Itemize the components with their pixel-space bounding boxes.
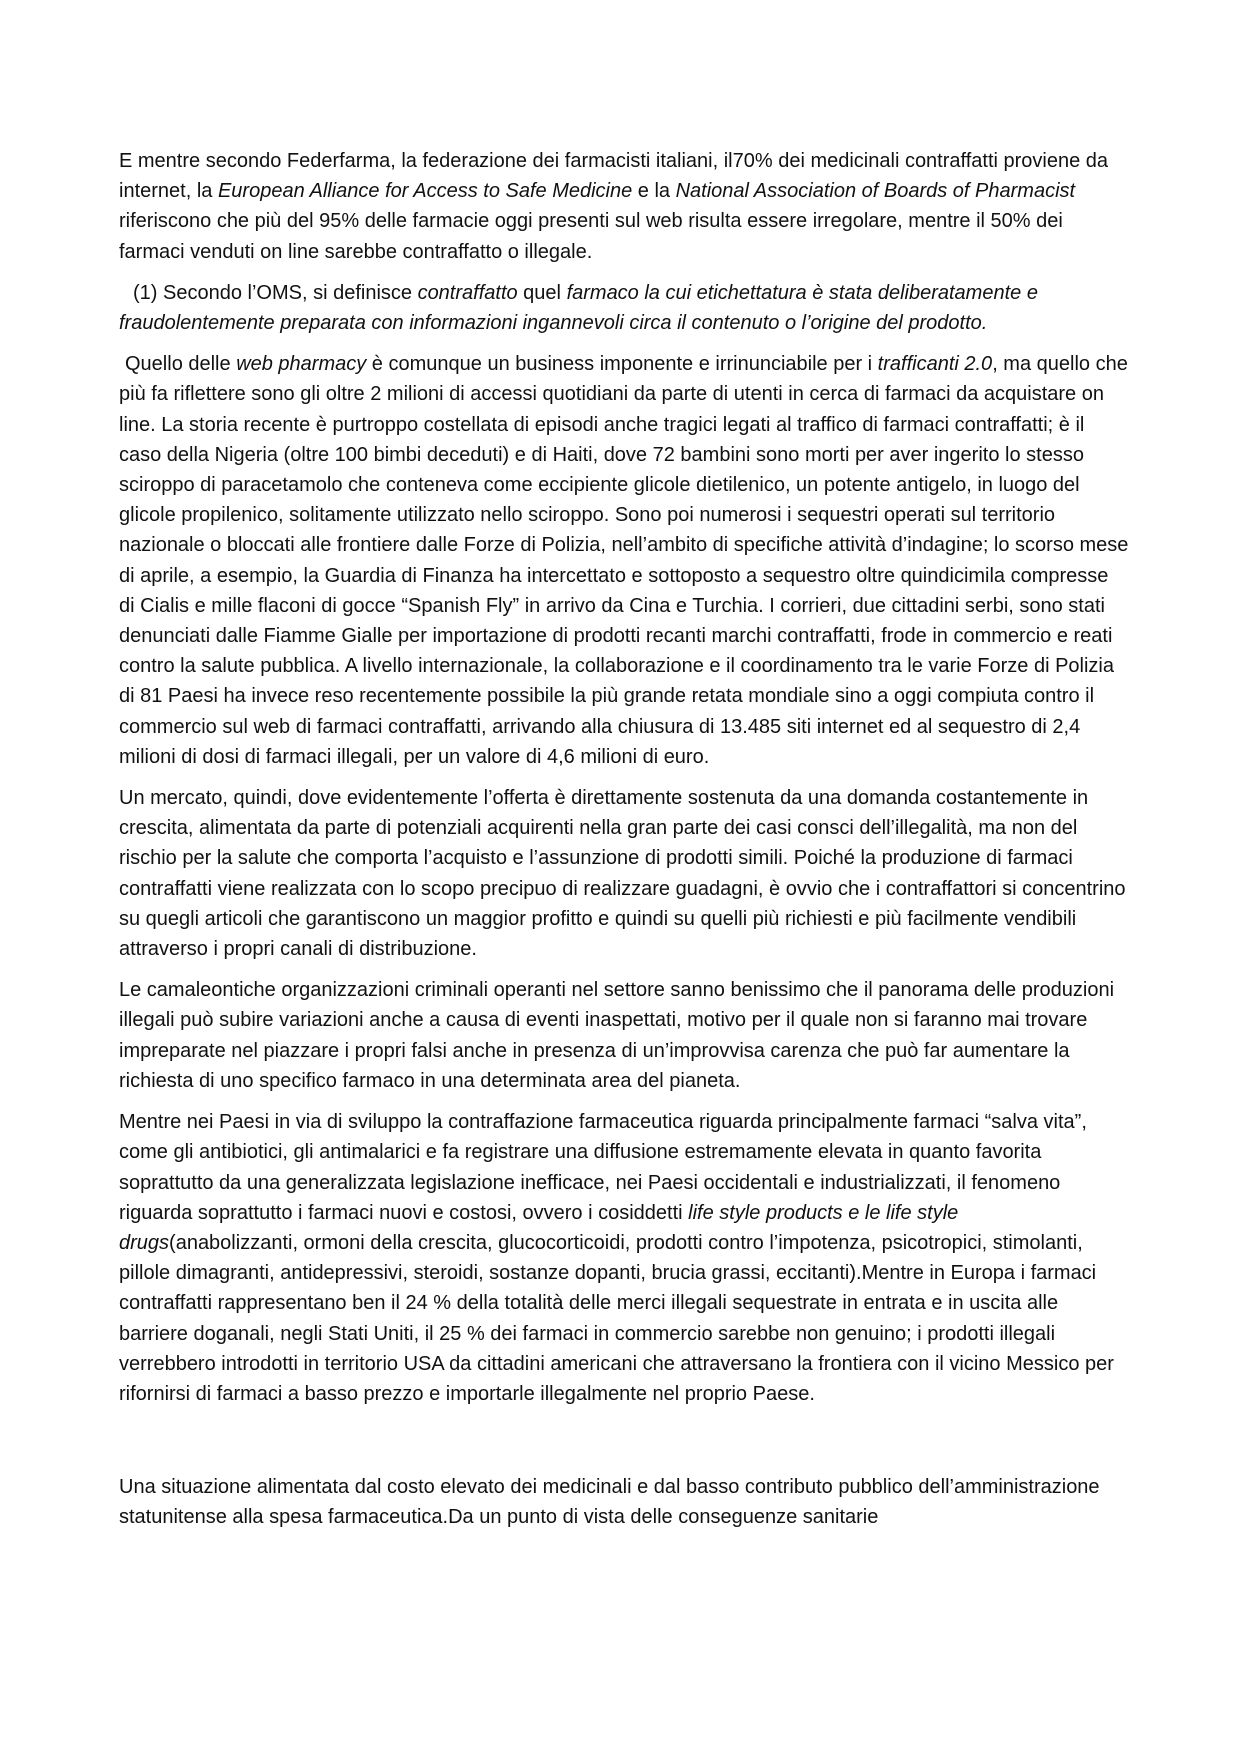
paragraph-text: Mentre nei Paesi in via di sviluppo la contraffazione farmaceutica riguarda principalmente farmaci “salva vita”, come gli antibiotici, gli antimalarici e fa registrare una diffusione estremamente elevata in quanto favorita soprattutto da una generalizzata legislazione inefficace, nei Paesi occidentali e industrializzati, il fenomeno riguarda soprattutto i farmaci nuovi e costosi, ovvero i cosiddetti xyxy=(119,1111,1087,1224)
italic-text: National Association of Boards of Pharmacist xyxy=(675,180,1076,203)
paragraph-text: (anabolizzanti, ormoni della crescita, glucocorticoidi, prodotti contro l’impotenza, psicotropici, stimolanti, pillole dimagranti, antidepressivi, steroidi, sostanze dopanti, brucia grassi, eccitanti).Mentre in Europa i farmaci contraffatti rappresentano ben il 24 % della totalità delle merci illegali sequestrate in entrata e in uscita alle barriere doganali, negli Stati Uniti, il 25 % dei farmaci in commercio sarebbe non genuino; i prodotti illegali verrebbero introdotti in territorio USA da cittadini americani che attraversano la frontiera con il vicino Messico per rifornirsi di farmaci a basso prezzo e importarle illegalmente nel proprio Paese. xyxy=(119,1231,1114,1405)
italic-text: web pharmacy xyxy=(236,353,367,376)
body-paragraph xyxy=(119,783,1129,964)
body-paragraph xyxy=(119,1472,1129,1532)
body-paragraph xyxy=(119,975,1129,1096)
paragraph-text: è comunque un business imponente e irrinunciabile per i xyxy=(366,353,878,376)
paragraph-text: , ma quello che più fa riflettere sono gli oltre 2 milioni di accessi quotidiani da parte di utenti in cerca di farmaci da acquistare on line. La storia recente è purtroppo costellata di episodi anche tragici legati al traffico di farmaci contraffatti; è il caso della Nigeria (oltre 100 bimbi deceduti) e di Haiti, dove 72 bambini sono morti per aver ingerito lo stesso sciroppo di paracetamolo che conteneva come eccipiente glicole dietilenico, un potente antigelo, in luogo del glicole propilenico, solitamente utilizzato nello sciroppo. Sono poi numerosi i sequestri operati sul territorio nazionale o bloccati alle frontiere dalle Forze di Polizia, nell’ambito di specifiche attività d’indagine; lo scorso mese di aprile, a esempio, la Guardia di Finanza ha intercettato e sottoposto a sequestro oltre quindicimila compresse di Cialis e mille flaconi di gocce “Spanish Fly” in arrivo da Cina e Turchia. I corrieri, due cittadini serbi, sono stati denunciati dalle Fiamme Gialle per importazione di prodotti recanti marchi contraffatti, frode in commercio e reati contro la salute pubblica. A livello internazionale, la collaborazione e il coordinamento tra le varie Forze di Polizia di 81 Paesi ha invece reso recentemente possibile la più grande retata mondiale sino a oggi compiuta contro il commercio sul web di farmaci contraffatti, arrivando alla chiusura di 13.485 siti internet ed al sequestro di 2,4 milioni di dosi di farmaci illegali, per un valore di 4,6 milioni di euro. xyxy=(119,353,1129,768)
body-paragraph xyxy=(119,349,1129,772)
body-paragraph xyxy=(119,278,1129,338)
paragraph-text: quel xyxy=(517,281,567,304)
paragraph-text: Un mercato, quindi, dove evidentemente l’offerta è direttamente sostenuta da una domanda costantemente in crescita, alimentata da parte di potenziali acquirenti nella gran parte dei casi consci dell’illegalità, ma non del rischio per la salute che comporta l’acquisto e l’assunzione di prodotti simili. Poiché la produzione di farmaci contraffatti viene realizzata con lo scopo precipuo di realizzare guadagni, è ovvio che i contraffattori si concentrino su quegli articoli che garantiscono un maggior profitto e quindi su quelli più richiesti e più facilmente vendibili attraverso i propri canali di distribuzione. xyxy=(119,787,1126,961)
paragraph-text: Una situazione alimentata dal costo elevato dei medicinali e dal basso contributo pubblico dell’amministrazione statunitense alla spesa farmaceutica.Da un punto di vista delle conseguenze sanitarie xyxy=(119,1476,1100,1529)
body-paragraph xyxy=(119,1107,1129,1409)
italic-text: life style products e le life style drugs xyxy=(119,1201,959,1254)
paragraph-spacer xyxy=(119,1420,1129,1472)
italic-text: farmaco la cui etichettatura è stata deliberatamente e fraudolentemente preparata con informazioni ingannevoli circa il contenuto o l’origine del prodotto. xyxy=(119,281,1038,335)
paragraph-text: Le camaleontiche organizzazioni criminali operanti nel settore sanno benissimo che il panorama delle produzioni illegali può subire variazioni anche a causa di eventi inaspettati, motivo per il quale non si faranno mai trovare impreparate nel piazzare i propri falsi anche in presenza di un’improvvisa carenza che può far aumentare la richiesta di uno specifico farmaco in una determinata area del pianeta. xyxy=(119,979,1115,1092)
italic-text: trafficanti 2.0 xyxy=(877,353,993,376)
italic-text: European Alliance for Access to Safe Medicine xyxy=(217,180,633,203)
document-page xyxy=(119,146,1129,1544)
paragraph-text: E mentre secondo Federfarma, la federazione dei farmacisti italiani, il70% dei medicinali contraffatti proviene da internet, la xyxy=(119,150,1109,203)
paragraph-text: Quello delle xyxy=(125,353,237,376)
body-paragraph xyxy=(119,146,1129,267)
paragraph-text: e la xyxy=(632,180,676,203)
paragraph-text: (1) Secondo l’OMS, si definisce xyxy=(133,281,418,304)
paragraph-text: riferiscono che più del 95% delle farmacie oggi presenti sul web risulta essere irregolare, mentre il 50% dei farmaci venduti on line sarebbe contraffatto o illegale. xyxy=(119,210,1063,263)
italic-text: contraffatto xyxy=(417,281,518,304)
